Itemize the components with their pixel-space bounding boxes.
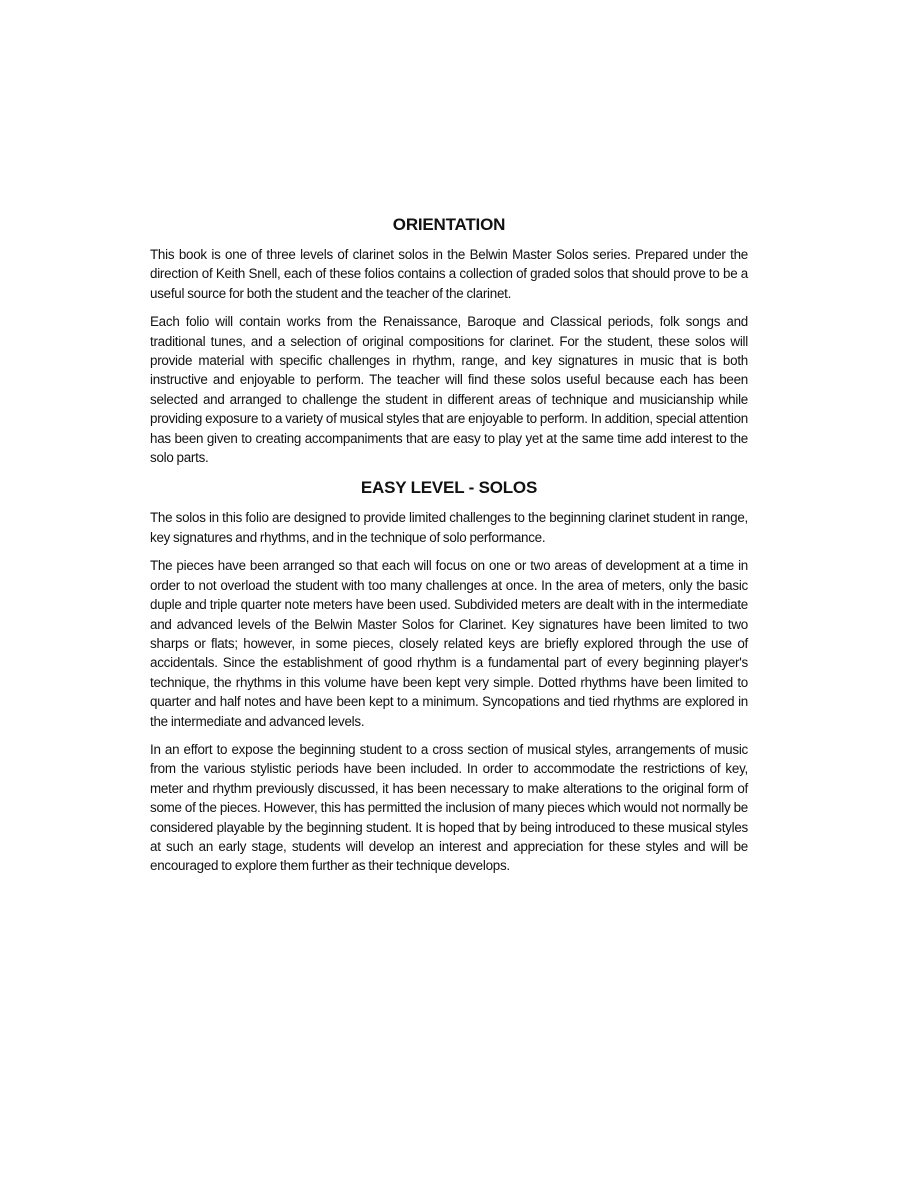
orientation-section [150,213,748,467]
paragraph: In an effort to expose the beginning student to a cross section of musical styles, arrangements of music from the various stylistic periods have been included. In order to accommodate the restrictions of key, meter and rhythm previously discussed, it has been necessary to make alterations to the original form of some of the pieces. However, this has permitted the inclusion of many pieces which would not normally be considered playable by the beginning student. It is hoped that by being introduced to these musical styles at such an early stage, students will develop an interest and appreciation for these styles and will be encouraged to explore them further as their technique develops. [150,741,748,874]
easy-level-solos-section [150,476,748,875]
orientation-heading: ORIENTATION [392,215,506,234]
easy-level-solos-heading: EASY LEVEL - SOLOS [360,478,538,498]
paragraph: The solos in this folio are designed to provide limited challenges to the beginning clarinet student in range, key signatures and rhythms, and in the technique of solo performance. [150,510,748,545]
paragraph: The pieces have been arranged so that each will focus on one or two areas of development at a time in order to not overload the student with too many challenges at once. In the area of meters, only the basic duple and triple quarter note meters have been used. Subdivided meters are dealt with in the intermediate and advanced levels of the Belwin Master Solos for Clarinet. Key signatures have been limited to two sharps or flats; however, in some pieces, closely related keys are briefly explored through the use of accidentals. Since the establishment of good rhythm is a fundamental part of every beginning player's technique, the rhythms in this volume have been kept very simple. Dotted rhythms have been limited to quarter and half notes and have been kept to a minimum. Syncopations and tied rhythms are explored in the intermediate and advanced levels. [150,558,748,729]
paragraph: Each folio will contain works from the Renaissance, Baroque and Classical periods, folk songs and traditional tunes, and a selection of original compositions for clarinet. For the student, these solos will provide material with specific challenges in rhythm, range, and key signatures in music that is both instructive and enjoyable to perform. The teacher will find these solos useful because each has been selected and arranged to challenge the student in different areas of technique and musicianship while providing exposure to a variety of musical styles that are enjoyable to perform. In addition, special attention has been given to creating accompaniments that are easy to play yet at the same time add interest to the solo parts. [150,314,748,466]
document-page [150,213,748,885]
paragraph: This book is one of three levels of clarinet solos in the Belwin Master Solos series. Prepared under the direction of Keith Snell, each of these folios contains a collection of graded solos that should prove to be a useful source for both the student and the teacher of the clarinet. [150,247,748,301]
